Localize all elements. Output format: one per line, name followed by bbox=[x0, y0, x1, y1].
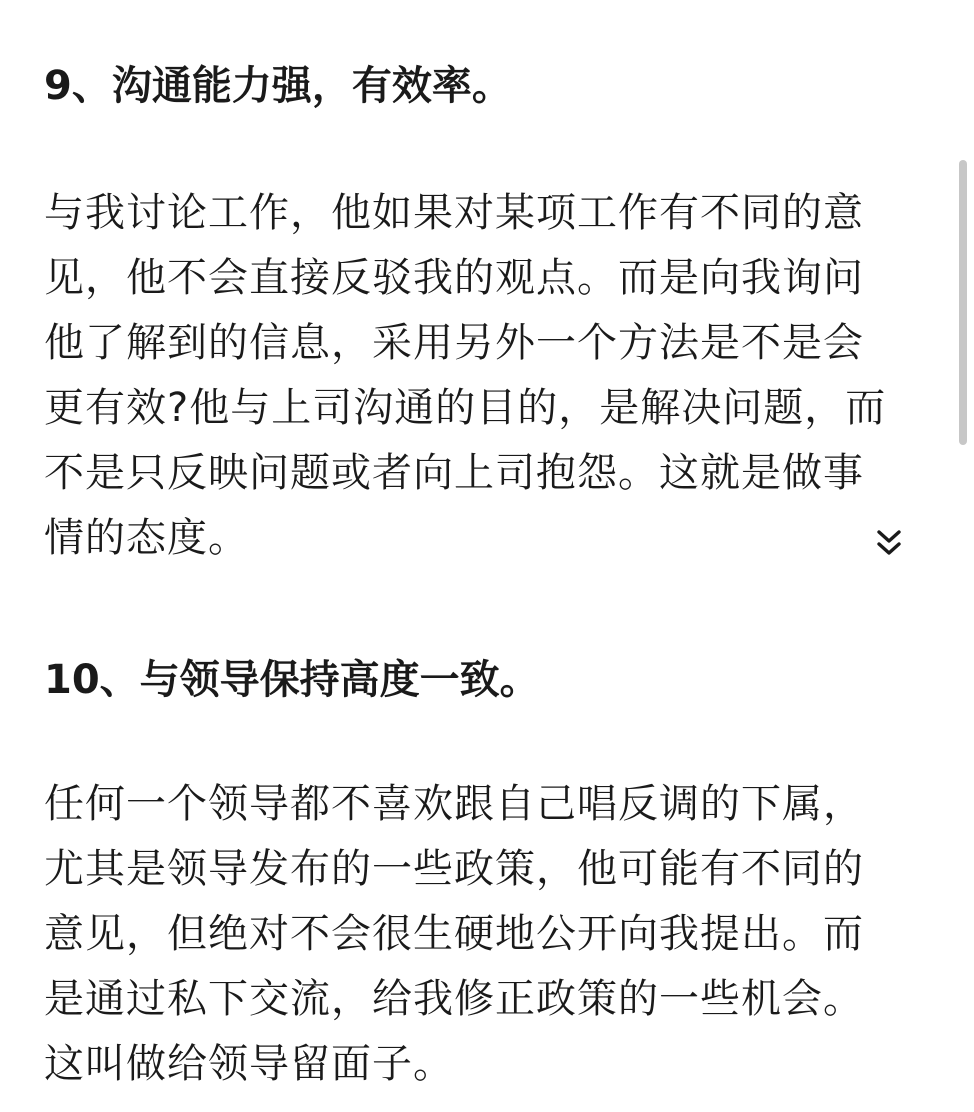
paragraph-line: 意见，但绝对不会很生硬地公开向我提出。而 bbox=[44, 911, 864, 957]
paragraph-line: 尤其是领导发布的一些政策，他可能有不同的 bbox=[44, 846, 864, 892]
paragraph-line: 不是只反映问题或者向上司抱怨。这就是做事 bbox=[44, 450, 864, 496]
paragraph-line: 见，他不会直接反驳我的观点。而是向我询问 bbox=[44, 255, 864, 301]
section-10-heading: 10、与领导保持高度一致。 bbox=[44, 657, 540, 703]
double-chevron-down-icon[interactable] bbox=[873, 527, 905, 561]
paragraph-line: 情的态度。 bbox=[44, 515, 249, 561]
paragraph-line: 他了解到的信息，采用另外一个方法是不是会 bbox=[44, 320, 864, 366]
section-10-paragraph bbox=[44, 772, 864, 1097]
paragraph-line: 这叫做给领导留面子。 bbox=[44, 1041, 454, 1087]
paragraph-line: 更有效?他与上司沟通的目的，是解决问题，而 bbox=[44, 385, 887, 431]
vertical-scrollbar[interactable] bbox=[959, 160, 967, 445]
section-9-paragraph bbox=[44, 181, 886, 571]
paragraph-line: 是通过私下交流，给我修正政策的一些机会。 bbox=[44, 976, 864, 1022]
paragraph-line: 与我讨论工作，他如果对某项工作有不同的意 bbox=[44, 190, 864, 236]
paragraph-line: 任何一个领导都不喜欢跟自己唱反调的下属， bbox=[44, 781, 864, 827]
section-9-heading: 9、沟通能力强，有效率。 bbox=[44, 63, 512, 109]
